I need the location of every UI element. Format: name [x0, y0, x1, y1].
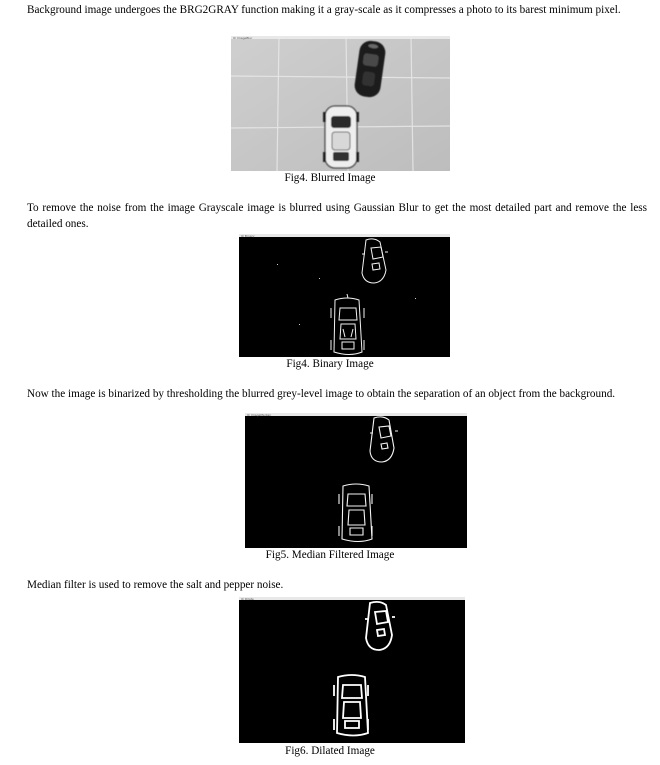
- figure-window-title: IC ImageMedian: [247, 413, 272, 417]
- dilated-image-graphic: [239, 597, 465, 743]
- figure-binary-image: [239, 234, 450, 357]
- paragraph-median-filter: Median filter is used to remove the salt and pepper noise.: [27, 579, 284, 591]
- paragraph-gaussian-blur: To remove the noise from the image Grayscale image is blurred using Gaussian Blur to get the most detailed part and remove the less detailed ones.: [27, 202, 647, 230]
- figure-dilated-image: [239, 597, 465, 743]
- figure-median-filtered-image: [245, 413, 467, 548]
- figure-blurred-image: [231, 36, 450, 171]
- figure-window-title: IC Binary: [241, 234, 255, 238]
- caption-fig-binary: Fig4. Binary Image: [286, 358, 374, 370]
- caption-fig-blurred: Fig4. Blurred Image: [284, 172, 376, 184]
- paragraph-thresholding: Now the image is binarized by thresholding the blurred grey-level image to obtain the separation of an object from the background.: [27, 388, 616, 400]
- figure-window-title: IC Dilate: [241, 597, 254, 601]
- binary-image-graphic: [239, 234, 450, 357]
- caption-fig-dilated: Fig6. Dilated Image: [285, 745, 375, 757]
- median-filtered-image-graphic: [245, 413, 467, 548]
- blurred-image-graphic: [231, 36, 450, 171]
- figure-window-title: IC ImageBlur: [233, 36, 253, 40]
- caption-fig-median: Fig5. Median Filtered Image: [265, 549, 395, 561]
- paragraph-intro: Background image undergoes the BRG2GRAY function making it a gray-scale as it compresses a photo to its barest minimum pixel.: [27, 4, 621, 16]
